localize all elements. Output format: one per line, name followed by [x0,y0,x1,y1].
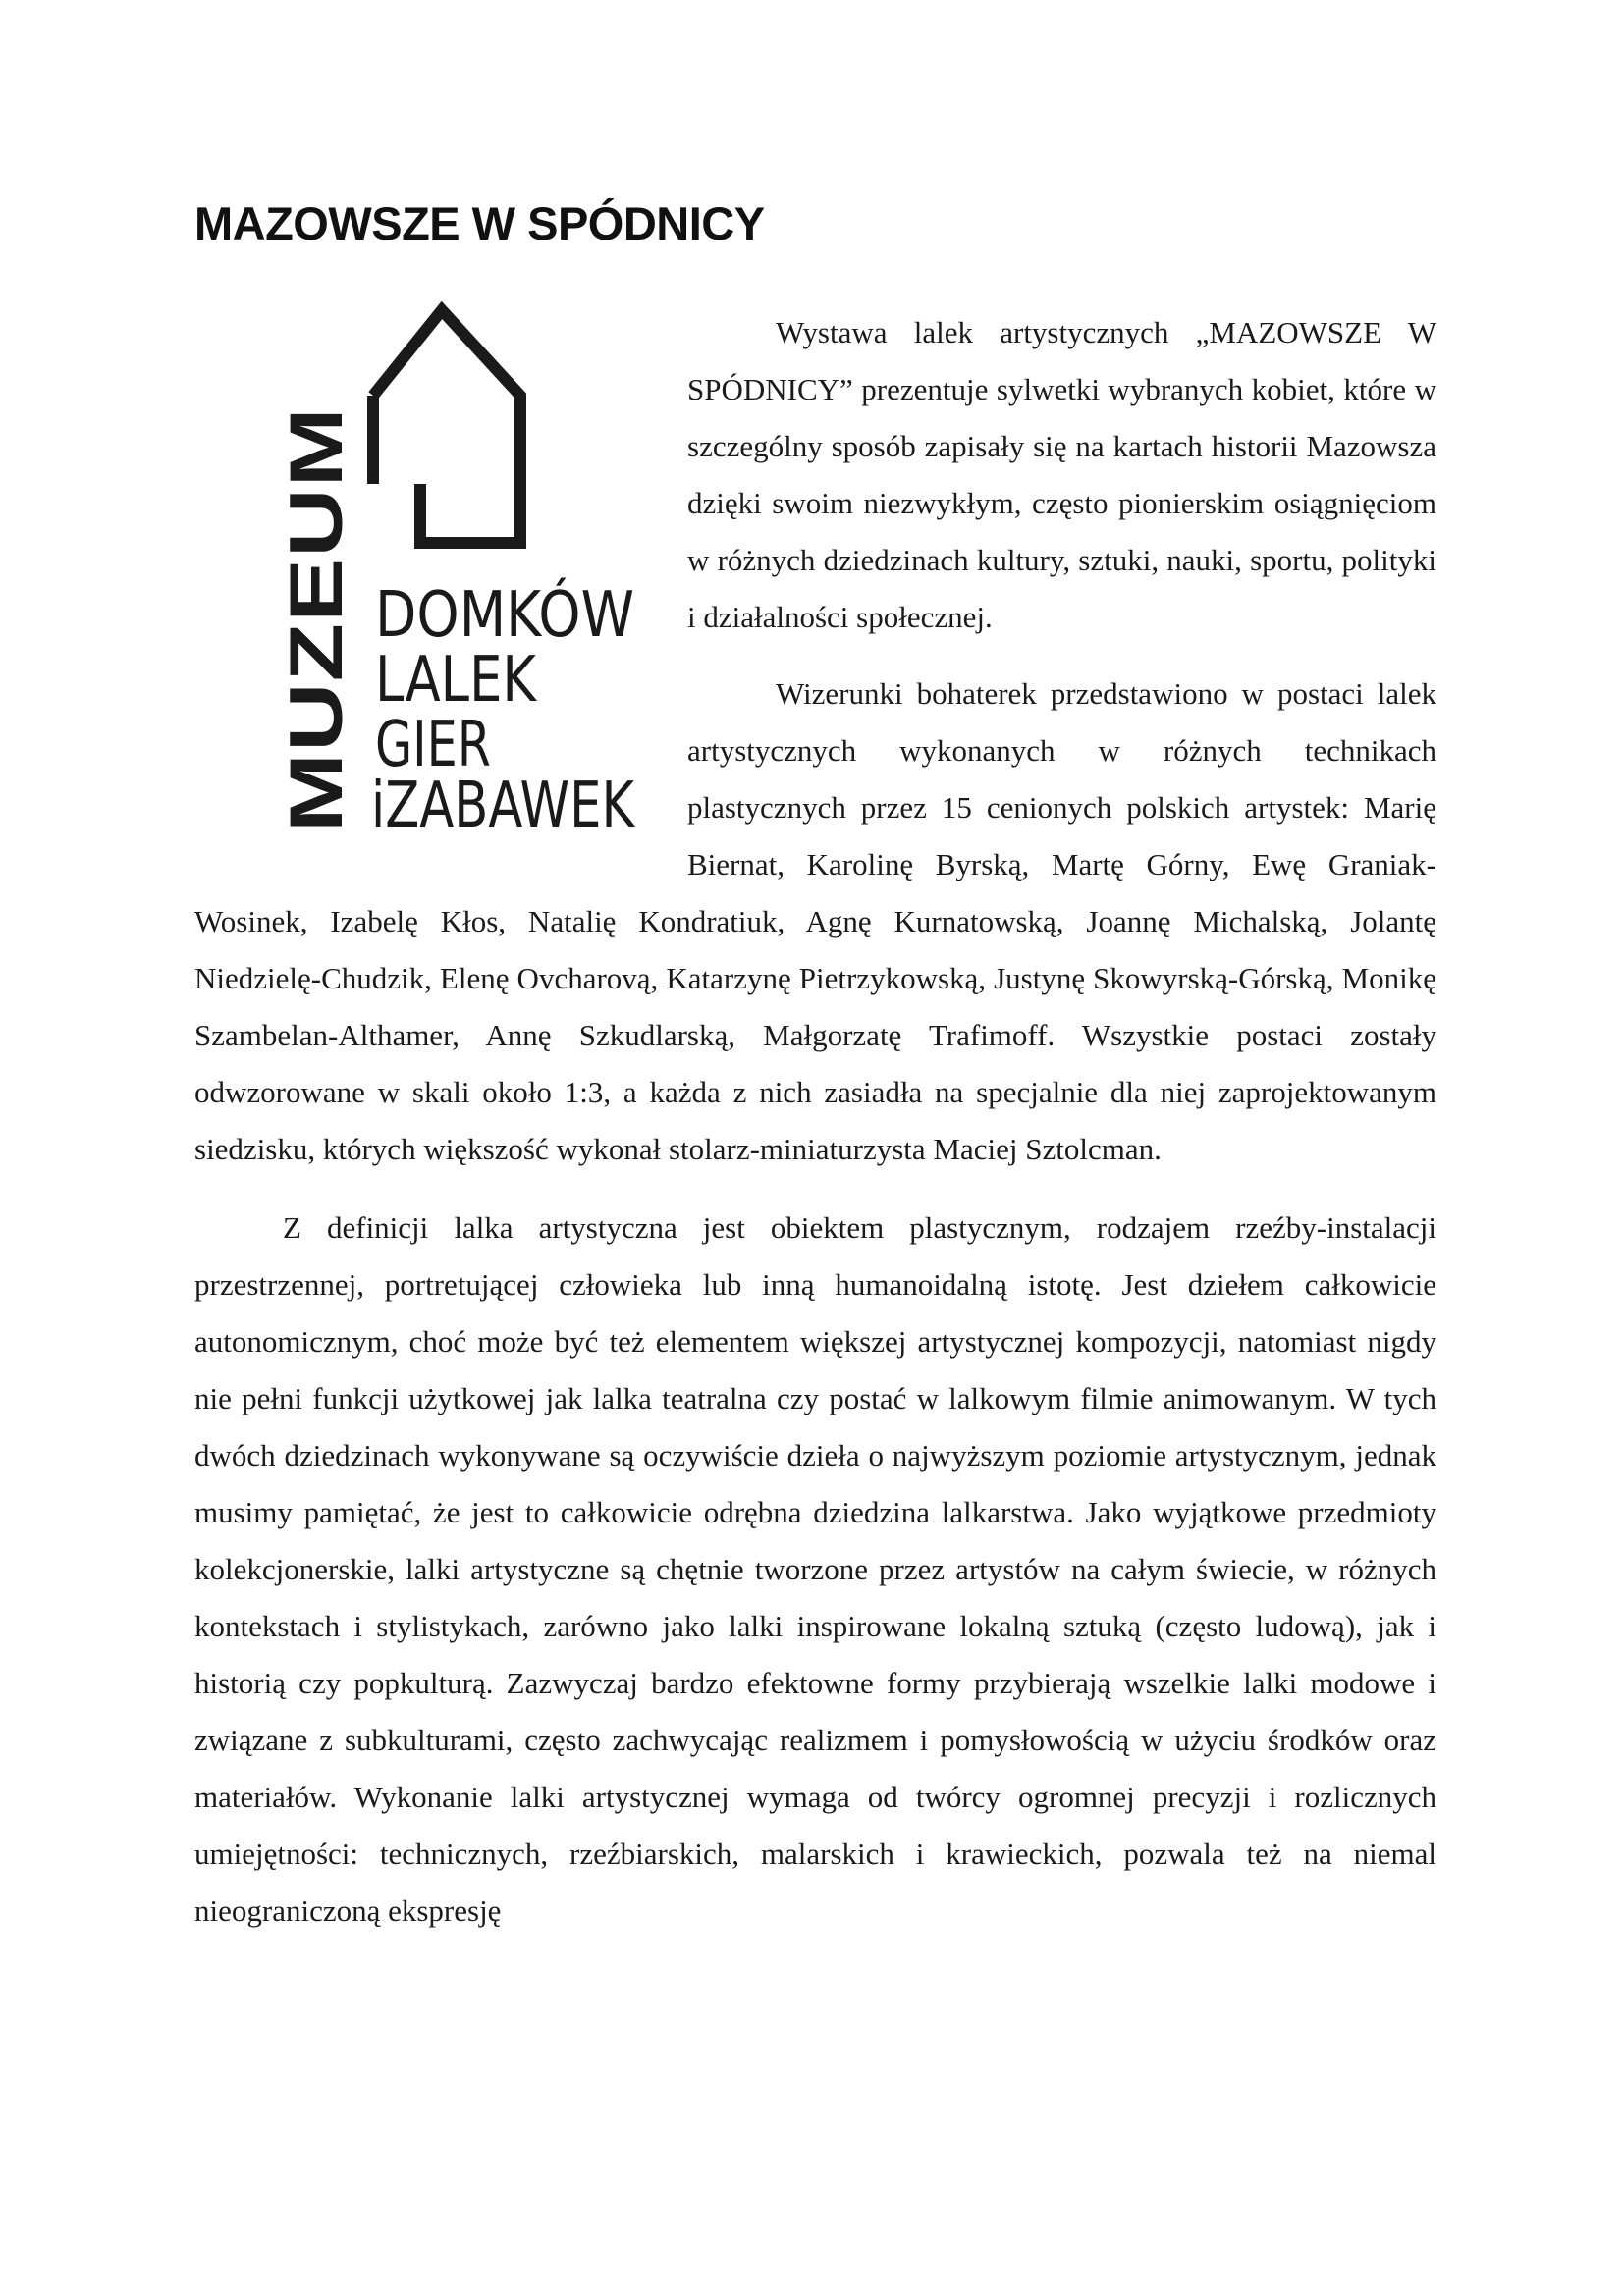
logo-line-gier: GIER [375,709,491,781]
logo-text-wrap [194,294,687,883]
logo-vertical-word: MUZEUM [275,499,358,832]
logo-line-domkow: DOMKÓW [375,579,677,652]
logo-line-zabawek: iZABAWEK [371,770,636,842]
paragraph-artists: Wizerunki bohaterek przedstawiono w postaci lalek artystycznych wykonanych w różnych technikach plastycznych przez 15 cenionych polskich artystek: Marię Biernat, Karolinę Byrską, Martę Górny, Ewę Graniak-Wosinek, Izabelę Kłos, Natalię Kondratiuk, Agnę Kurnatowską, Joannę Michalską, Jolantę Niedzielę-Chudzik, Elenę Ovcharovą, Katarzynę Pietrzykowską, Justynę Skowyrską-Górską, Monikę Szambelan-Althamer, Annę Szkudlarską, Małgorzatę Trafimoff. Wszystkie postaci zostały odwzorowane w skali około 1:3, a każda z nich zasiadła na specjalnie dla niej zaprojektowanym siedzisku, których większość wykonał stolarz-miniaturzysta Maciej Sztolcman. [194,676,1436,1166]
document-title: MAZOWSZE W SPÓDNICY [194,197,765,249]
logo-line-lalek: LALEK [375,644,538,717]
paragraph-intro: Wystawa lalek artystycznych „MAZOWSZE W SPÓDNICY” prezentuje sylwetki wybranych kobiet, które w szczególny sposób zapisały się na kartach historii Mazowsza dzięki swoim niezwykłym, często pionierskim osiągnięciom w różnych dziedzinach kultury, sztuki, nauki, sportu, polityki i działalności społecznej. [687,315,1436,634]
paragraph-definition: Z definicji lalka artystyczna jest obiektem plastycznym, rodzajem rzeźby-instalacji przestrzennej, portretującej człowieka lub inną humanoidalną istotę. Jest dziełem całkowicie autonomicznym, choć może być też elementem większej artystycznej kompozycji, natomiast nigdy nie pełni funkcji użytkowej jak lalka teatralna czy postać w lalkowym filmie animowanym. W tych dwóch dziedzinach wykonywane są oczywiście dzieła o najwyższym poziomie artystycznym, jednak musimy pamiętać, że jest to całkowicie odrębna dziedzina lalkarstwa. Jako wyjątkowe przedmioty kolekcjonerskie, lalki artystyczne są chętnie tworzone przez artystów na całym świecie, w różnych kontekstach i stylistykach, zarówno jako lalki inspirowane lokalną sztuką (często ludową), jak i historią czy popkulturą. Zazwyczaj bardzo efektowne formy przybierają wszelkie lalki modowe i związane z subkulturami, często zachwycając realizmem i pomysłowością w użyciu środków oraz materiałów. Wykonanie lalki artystycznej wymaga od twórcy ogromnej precyzji i rozlicznych umiejętności: technicznych, rzeźbiarskich, malarskich i krawieckich, pozwala też na niemal nieograniczoną ekspresję [194,1210,1436,1928]
document-body [194,294,1436,1940]
